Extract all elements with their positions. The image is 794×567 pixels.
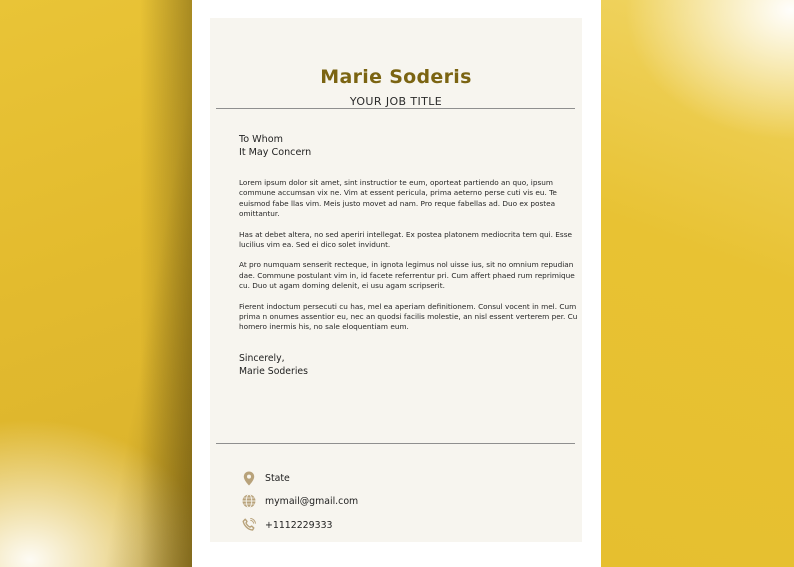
- letter-page: [210, 18, 582, 542]
- letter-body: [239, 178, 579, 343]
- job-title: YOUR JOB TITLE: [349, 95, 443, 108]
- paragraph-2: Has at debet altera, no sed aperiri intellegat. Ex postea platonem mediocrita tem qui. Esse lucilius vim ea. Sed ei dico solet invidunt.: [239, 229, 572, 250]
- paragraph-4: Fierent indoctum persecuti cu has, mel ea aperiam definitionem. Consul vocent in mel. Cum prima n onumes assentior eu, nec an quodsi facilis molestie, an nisl essent verterem per. Cu homero inermis his, no sale eloquentiam eum.: [239, 301, 578, 332]
- location-pin-icon: [241, 470, 257, 486]
- contact-phone: [241, 517, 333, 533]
- salutation-line-2: It May Concern: [239, 147, 312, 158]
- paragraph-3: At pro numquam senserit recteque, in ignota legimus nol uisse ius, sit no omnium repudian dae. Commune postulant vim in, id facete referrentur pri. Cum affert phaed rum reprimique cu. Duo ut agam doming delenit, ei usu agam scripserit.: [239, 260, 575, 291]
- salutation: [239, 133, 311, 159]
- email-text[interactable]: mymail@gmail.com: [265, 495, 359, 507]
- header-divider: [216, 108, 575, 109]
- location-text: State: [265, 472, 290, 484]
- contact-location: [241, 470, 290, 486]
- phone-text[interactable]: +1112229333: [265, 519, 333, 531]
- globe-icon: [241, 493, 257, 509]
- closing-line-1: Sincerely,: [239, 353, 285, 364]
- paragraph-1: Lorem ipsum dolor sit amet, sint instructior te eum, oporteat partiendo an quo, ipsum commune accumsan vix ne. Vim at essent pericula, prima aeterno perse cuti vis eu. Te euismod fabe llas vim. Meis justo movet ad nam. Pro reque fabellas ad. Duo ex postea omittantur.: [239, 178, 557, 219]
- background-right: [601, 0, 794, 567]
- applicant-name: Marie Soderis: [320, 66, 472, 88]
- salutation-line-1: To Whom: [239, 134, 283, 145]
- closing: [239, 352, 308, 378]
- page-shadow: [140, 0, 192, 567]
- contact-email: [241, 493, 358, 509]
- phone-icon: [241, 517, 257, 533]
- footer-divider: [216, 443, 575, 444]
- signature-name: Marie Soderies: [239, 366, 308, 377]
